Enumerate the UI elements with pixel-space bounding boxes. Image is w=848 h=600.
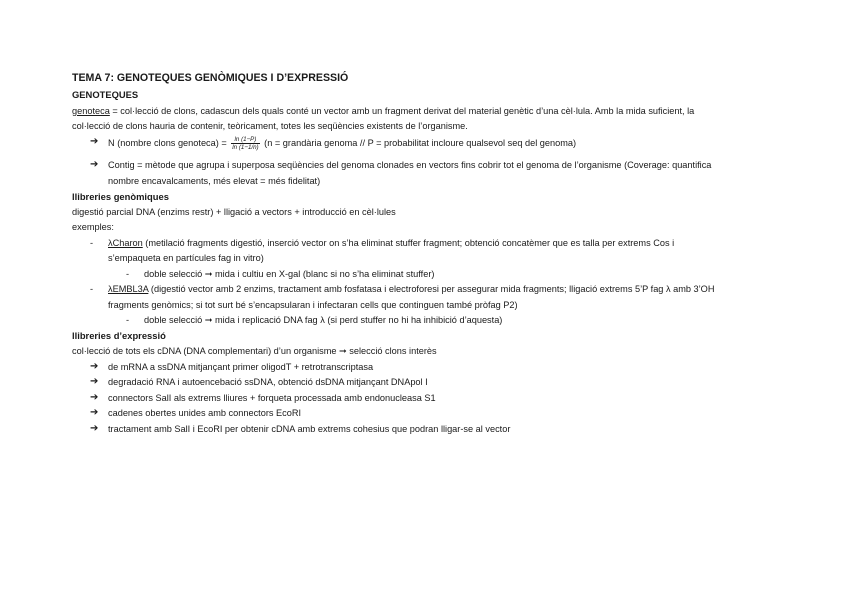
term-genoteca: genoteca (72, 106, 110, 116)
example-charon (90, 237, 674, 249)
formula-prefix: N (nombre clons genoteca) = (108, 137, 230, 148)
examples-label: exemples: (72, 222, 114, 232)
fraction-numerator: ln (1−P) (231, 136, 259, 144)
expression-bullet (90, 361, 373, 373)
expression-bullet (90, 376, 428, 388)
section-heading-genomic: llibreries genòmiques (72, 191, 169, 202)
arrow-icon: ➔ (90, 423, 99, 434)
charon-sub (126, 268, 434, 280)
formula-fraction (231, 136, 259, 151)
contig-line-1: Contig = mètode que agrupa i superposa seqüències del genoma clonades en vectors fins cobrir tot el genoma de l’organisme (Coverage: quantifica (108, 160, 712, 170)
expression-intro: col·lecció de tots els cDNA (DNA complementari) d’un organisme ➞ selecció clons interès (72, 346, 437, 356)
expression-bullet (90, 423, 510, 435)
definition-line-2: col·lecció de clons hauria de contenir, teòricament, totes les seqüències existents de l’organisme. (72, 121, 468, 131)
bullet-formula (90, 136, 576, 151)
expression-bullet-text: tractament amb SalI i EcoRI per obtenir cDNA amb extrems cohesius que podran lligar-se al vector (108, 424, 511, 434)
example-embl3a (90, 283, 714, 295)
expression-bullet-text: de mRNA a ssDNA mitjançant primer oligodT + retrotranscriptasa (108, 362, 374, 372)
dash-bullet: - (90, 238, 94, 248)
embl-line-2: fragments genòmics; si tot surt bé s’encapsularan i infectaran cells que continguen també pròfag P2) (108, 300, 518, 310)
bullet-contig (90, 159, 711, 171)
dash-bullet: - (126, 315, 130, 325)
term-embl3a: λEMBL3A (108, 284, 149, 294)
arrow-icon: ➔ (90, 392, 99, 403)
charon-line-1: (metilació fragments digestió, inserció vector on s’ha eliminat stuffer fragment; obtenció concatèmer que es talla per extrems Cos i (142, 238, 675, 248)
expression-bullet (90, 407, 301, 419)
definition-text: = col·lecció de clons, cadascun dels quals conté un vector amb un fragment derivat del material genètic d’una cèl·lula. Amb la mida suficient, la (109, 106, 695, 116)
genomic-intro: digestió parcial DNA (enzims restr) + lligació a vectors + introducció en cèl·lules (72, 207, 396, 217)
charon-sub-text: doble selecció ➞ mida i cultiu en X-gal (blanc si no s’ha eliminat stuffer) (144, 269, 435, 279)
expression-bullet-text: degradació RNA i autoencebació ssDNA, obtenció dsDNA mitjançant DNApol I (108, 377, 428, 387)
expression-bullet-text: connectors SalI als extrems lliures + forqueta processada amb endonucleasa S1 (108, 393, 436, 403)
fraction-denominator: ln (1−1/n) (232, 144, 259, 151)
arrow-icon: ➔ (90, 376, 99, 387)
expression-bullet (90, 392, 436, 404)
dash-bullet: - (90, 284, 94, 294)
embl-line-1: (digestió vector amb 2 enzims, tractament amb fosfatasa i electroforesi per assegurar mida fragments; lligació extrems 5’P fag λ amb 3’OH (148, 284, 715, 294)
embl-sub-text: doble selecció ➞ mida i replicació DNA fag λ (si perd stuffer no hi ha inhibició d’aquesta) (144, 315, 503, 325)
expression-bullet-text: cadenes obertes unides amb connectors EcoRI (108, 408, 302, 418)
embl-sub (126, 314, 502, 326)
charon-line-2: s’empaqueta en partícules fag in vitro) (108, 253, 264, 263)
term-charon: λCharon (108, 238, 143, 248)
arrow-icon: ➔ (90, 407, 99, 418)
dash-bullet: - (126, 269, 130, 279)
formula-suffix: (n = grandària genoma // P = probabilitat incloure qualsevol seq del genoma) (261, 137, 577, 148)
arrow-icon: ➔ (90, 361, 99, 372)
definition-line-1 (72, 105, 694, 117)
arrow-icon: ➔ (90, 159, 99, 170)
section-heading-genoteques: GENOTEQUES (72, 89, 139, 100)
arrow-icon: ➔ (90, 136, 99, 147)
page-title: TEMA 7: GENOTEQUES GENÒMIQUES I D’EXPRESSIÓ (72, 72, 349, 84)
contig-line-2: nombre encavalcaments, més elevat = més fidelitat) (108, 176, 321, 186)
section-heading-expression: llibreries d’expressió (72, 330, 166, 341)
